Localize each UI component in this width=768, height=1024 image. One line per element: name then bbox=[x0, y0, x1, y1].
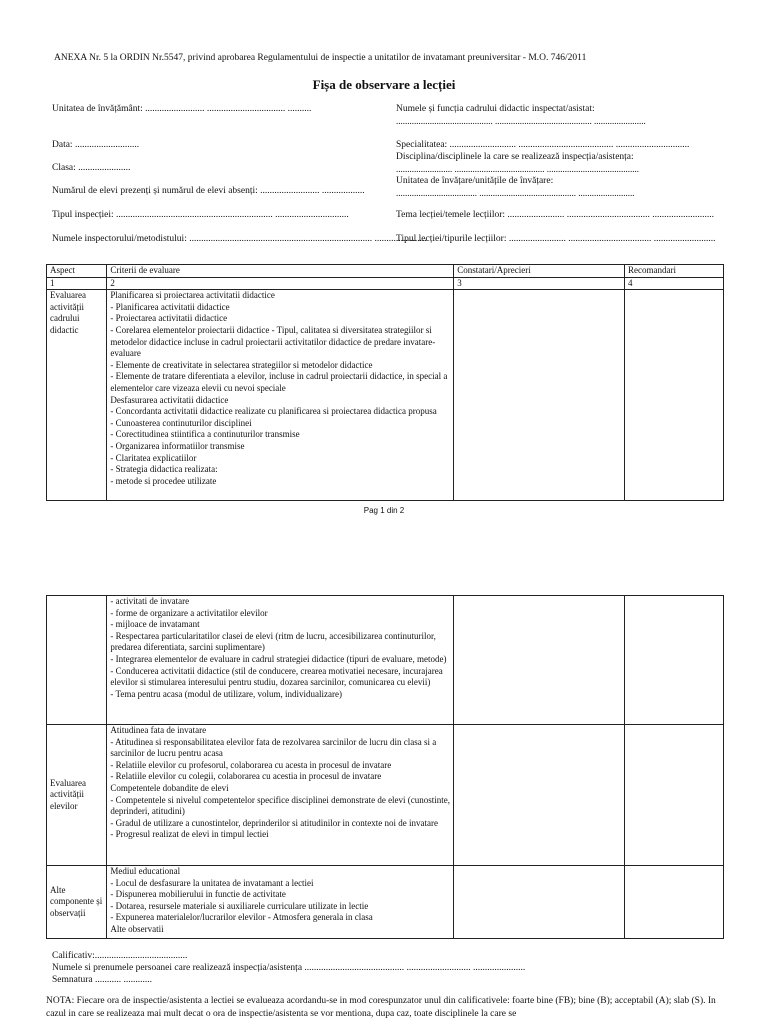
nota-text: NOTA: Fiecare ora de inspectie/asistenta a lectiei se evalueaza acordandu-se in mod corespunzator unul din calificativele: foarte bine (FB); bine (B); acceptabil (A); slab (S). In cazul in care se realizeaza mai mult decat o ora de inspectie/asistenta se vor mentiona, dupa caz, toate disciplinele la care se bbox=[46, 996, 716, 1019]
table-header-row bbox=[47, 265, 724, 278]
disciplina-label: Disciplina/disciplinele la care se realizează inspecția/asistența: bbox=[396, 152, 634, 162]
tipul-lectiei-field: Tipul lecției/tipurile lecțiilor: ........................ ................................... .......................... bbox=[396, 234, 716, 244]
evaluation-table-page2 bbox=[46, 595, 724, 939]
table-row bbox=[47, 725, 724, 866]
criteria-elevi: Atitudinea fata de invatare - Atitudinea si responsabilitatea elevilor fata de rezolvarea sarcinilor de lucru din clasa si a sarcinilor de lucru pentru acasa - Relatiile elevilor cu profesorul, colaborarea cu acesta in procesul de invatare - Relatiile elevilor cu colegii, colaborarea cu acestia in procesul de invatare Competentele dobandite de elevi - Competentele si nivelul competentelor specifice disciplinei demonstrate de elevi (cunostinte, deprinderi, atitudini) - Gradul de utilizare a cunostintelor, deprinderilor si atitudinilor in contexte noi de invatare - Progresul realizat de elevi in timpul lectiei bbox=[107, 725, 454, 866]
persoana-field: Numele si prenumele persoanei care realizează inspecția/asistența .......................................... ........................... ...................... bbox=[52, 963, 526, 973]
cadru-dots: ........................................... ........................................... ....................... bbox=[396, 116, 646, 126]
col-number-4: 4 bbox=[625, 277, 724, 290]
constatari-cell[interactable] bbox=[454, 596, 625, 725]
tipul-inspectiei-field: Tipul inspecției: .................................................................. ............................... bbox=[52, 210, 349, 220]
recomandari-cell[interactable] bbox=[625, 290, 724, 501]
criteria-cadru-didactic: Planificarea si proiectarea activitatii didactice - Planificarea activitatii didactice - Proiectarea activitatii didactice - Corelarea elementelor proiectarii didactice - Tipul, calitatea si diversitatea strategiilor si metodelor didactice incluse in cadrul proiectarii activitatilor didactice de predare invatare-evaluare - Elemente de creativitate in selectarea strategiilor si metodelor didactice - Elemente de tratare diferentiata a elevilor, incluse in cadrul proiectarii didactice, in special a elementelor care vizeaza elevii cu nevoi speciale Desfasurarea activitatii didactice - Concordanta activitatii didactice realizate cu planificarea si proiectarea didactica propusa - Cunoasterea continuturilor disciplinei - Corectitudinea stiintifica a continuturilor transmise - Organizarea informatiilor transmise - Claritatea explicatiilor - Strategia didactica realizata: - metode si procedee utilizate bbox=[107, 290, 454, 501]
col-number-2: 2 bbox=[107, 277, 454, 290]
evaluation-table-page1 bbox=[46, 264, 724, 501]
constatari-cell[interactable] bbox=[454, 725, 625, 866]
col-number-3: 3 bbox=[454, 277, 625, 290]
page-title: Fișa de observare a lecției bbox=[312, 77, 456, 92]
unitatea-field: Unitatea de învățământ: ......................... ................................. .......... bbox=[52, 104, 312, 114]
aspect-empty bbox=[47, 596, 107, 725]
recomandari-cell[interactable] bbox=[625, 866, 724, 939]
disciplina-dots: ......................... ........................................ ......................................... bbox=[396, 164, 639, 174]
table-number-row bbox=[47, 277, 724, 290]
recomandari-cell[interactable] bbox=[625, 596, 724, 725]
header-aspect: Aspect bbox=[47, 265, 107, 278]
table-row bbox=[47, 866, 724, 939]
header-recomandari: Recomandari bbox=[625, 265, 724, 278]
page-number: Pag 1 din 2 bbox=[363, 506, 405, 515]
constatari-cell[interactable] bbox=[454, 866, 625, 939]
elevi-field: Numărul de elevi prezenți și numărul de elevi absenți: ......................... .................. bbox=[52, 186, 365, 196]
unitatea-invatare-dots: .................................... ........................................... ......................... bbox=[396, 188, 635, 198]
constatari-cell[interactable] bbox=[454, 290, 625, 501]
tema-field: Tema lecției/temele lecțiilor: ........................ ................................... .......................... bbox=[396, 210, 715, 220]
table-row bbox=[47, 290, 724, 501]
calificativ-field: Calificativ:....................................... bbox=[52, 951, 188, 961]
header-criterii: Criterii de evaluare bbox=[107, 265, 454, 278]
specialitatea-field: Specialitatea: ............................ ........................................ ............................... bbox=[396, 140, 690, 150]
col-number-1: 1 bbox=[47, 277, 107, 290]
semnatura-field: Semnatura ........... ............ bbox=[52, 975, 153, 985]
header-constatari: Constatari/Aprecieri bbox=[454, 265, 625, 278]
unitatea-invatare-label: Unitatea de învățare/unitățile de învățare: bbox=[396, 176, 554, 186]
criteria-strategie: - activitati de invatare - forme de organizare a activitatilor elevilor - mijloace de invatamant - Respectarea particularitatilor clasei de elevi (ritm de lucru, accesibilizarea continuturilor, predarea diferentiata, sarcini suplimentare) - Integrarea elementelor de evaluare in cadrul strategiei didactice (tipuri de evaluare, metode) - Conducerea activitatii didactice (stil de conducere, crearea motivatiei necesare, incurajarea elevilor si stimularea interesului pentru studiu, dozarea sarcinilor, comunicarea cu elevii) - Tema pentru acasa (modul de utilizare, volum, individualizare) bbox=[107, 596, 454, 725]
aspect-alte: Alte componente și observații bbox=[47, 866, 107, 939]
cadru-label: Numele și funcția cadrului didactic inspectat/asistat: bbox=[396, 104, 595, 114]
clasa-field: Clasa: ...................... bbox=[52, 163, 131, 173]
document-header: ANEXA Nr. 5 la ORDIN Nr.5547, privind aprobarea Regulamentului de inspectie a unitatilor de invatamant preuniversitar - M.O. 746/2011 bbox=[54, 53, 587, 63]
aspect-elevi: Evaluarea activității elevilor bbox=[47, 725, 107, 866]
recomandari-cell[interactable] bbox=[625, 725, 724, 866]
table-row bbox=[47, 596, 724, 725]
data-field: Data: ........................... bbox=[52, 140, 140, 150]
criteria-alte: Mediul educational - Locul de desfasurare la unitatea de invatamant a lectiei - Dispunerea mobilierului in functie de activitate - Dotarea, resursele materiale si auxiliarele curriculare utilizate in lectie - Expunerea materialelor/lucrarilor elevilor - Atmosfera generala in clasa Alte observatii bbox=[107, 866, 454, 939]
inspector-field: Numele inspectorului/metodistului: ............................................................................. ...................... bbox=[52, 234, 427, 244]
aspect-cadru-didactic: Evaluarea activității cadrului didactic bbox=[47, 290, 107, 501]
